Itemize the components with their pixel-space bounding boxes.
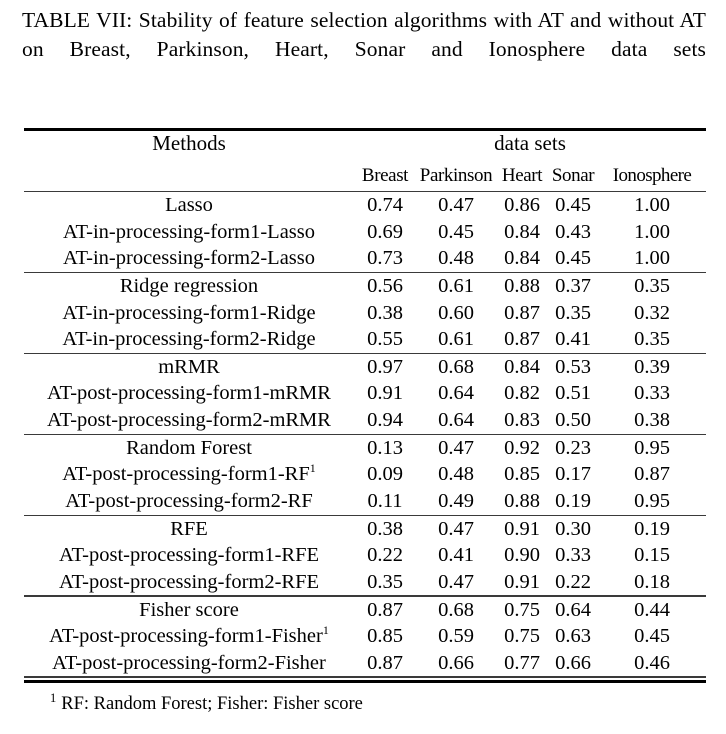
method-label: Random Forest <box>126 436 252 459</box>
method-label: AT-post-processing-form1-RF$^1$ <box>62 461 316 486</box>
cell-value: 0.49 <box>438 489 474 512</box>
method-label: AT-in-processing-form1-Ridge <box>62 301 316 324</box>
footnote-ref: 1 <box>309 461 316 476</box>
cell-value: 0.64 <box>438 408 474 431</box>
cell-value: 0.95 <box>634 489 670 512</box>
method-label: RFE <box>170 517 208 540</box>
cell-value: 0.22 <box>367 544 403 567</box>
cell-value: 0.75 <box>504 625 540 648</box>
method-label: AT-post-processing-form2-RFE <box>58 570 320 593</box>
cell-value: 0.87 <box>367 651 403 674</box>
cell-value: 0.23 <box>555 436 591 459</box>
table-row <box>24 192 706 219</box>
cell-value: 0.83 <box>504 408 540 431</box>
table-row <box>24 435 706 462</box>
stability-table <box>24 131 706 676</box>
table-row <box>24 488 706 515</box>
header-col-heart: Heart <box>501 165 543 186</box>
table-row <box>24 650 706 677</box>
method-label: AT-in-processing-form2-Ridge <box>62 328 316 351</box>
cell-value: 0.09 <box>367 463 403 486</box>
table-caption <box>22 6 706 93</box>
method-label: Lasso <box>165 194 213 217</box>
cell-value: 0.75 <box>504 598 540 621</box>
cell-value: 0.35 <box>634 275 670 298</box>
cell-value: 0.84 <box>504 247 540 270</box>
cell-value: 0.33 <box>555 544 591 567</box>
cell-value: 0.61 <box>438 275 474 298</box>
cell-value: 0.47 <box>438 517 474 540</box>
method-label: AT-post-processing-form2-Fisher <box>52 651 326 674</box>
cell-value: 0.85 <box>504 463 540 486</box>
table-row <box>24 273 706 300</box>
cell-value: 0.55 <box>367 328 403 351</box>
table-row <box>24 245 706 272</box>
table-row <box>24 326 706 353</box>
cell-value: 0.61 <box>438 328 474 351</box>
header-methods: Methods <box>152 131 226 155</box>
cell-value: 0.35 <box>634 328 670 351</box>
table-row <box>24 597 706 624</box>
cell-value: 0.56 <box>367 275 403 298</box>
cell-value: 0.30 <box>555 517 591 540</box>
table-container <box>24 128 706 683</box>
header-col-sonar: Sonar <box>551 165 595 186</box>
table-row <box>24 219 706 246</box>
table-row <box>24 354 706 381</box>
cell-value: 0.64 <box>438 382 474 405</box>
cell-value: 0.88 <box>504 275 540 298</box>
cell-value: 0.45 <box>634 625 670 648</box>
header-col-breast: Breast <box>361 165 409 186</box>
cell-value: 0.45 <box>555 194 591 217</box>
cell-value: 0.19 <box>634 517 670 540</box>
footnote-text: RF: Random Forest; Fisher: Fisher score <box>61 694 363 714</box>
table-row <box>24 407 706 434</box>
method-label: AT-post-processing-form1-Fisher$^1$ <box>49 623 329 648</box>
cell-value: 0.64 <box>555 598 591 621</box>
cell-value: 0.41 <box>438 544 474 567</box>
cell-value: 0.94 <box>367 408 403 431</box>
cell-value: 0.43 <box>555 220 591 243</box>
cell-value: 0.38 <box>634 408 670 431</box>
table-head <box>24 131 706 191</box>
table-row <box>24 623 706 650</box>
cell-value: 0.68 <box>438 355 474 378</box>
cell-value: 0.97 <box>367 355 403 378</box>
table-footnote <box>24 690 706 715</box>
method-label: AT-post-processing-form1-RFE <box>58 544 320 567</box>
cell-value: 0.91 <box>367 382 403 405</box>
cell-value: 0.39 <box>634 355 670 378</box>
cell-value: 0.44 <box>634 598 670 621</box>
table-row <box>24 542 706 569</box>
cell-value: 0.46 <box>634 651 670 674</box>
cell-value: 0.47 <box>438 194 474 217</box>
footnote-ref: 1 <box>322 623 329 638</box>
cell-value: 0.63 <box>555 625 591 648</box>
cell-value: 0.77 <box>504 651 540 674</box>
cell-value: 0.19 <box>555 489 591 512</box>
cell-value: 0.50 <box>555 408 591 431</box>
method-label: AT-post-processing-form1-mRMR <box>47 382 331 405</box>
table-row <box>24 381 706 408</box>
table-row <box>24 300 706 327</box>
footnote-marker: 1 <box>50 690 57 705</box>
cell-value: 0.35 <box>367 570 403 593</box>
cell-value: 0.48 <box>438 247 474 270</box>
cell-value: 0.51 <box>555 382 591 405</box>
cell-value: 0.86 <box>504 194 540 217</box>
cell-value: 0.87 <box>634 463 670 486</box>
cell-value: 0.87 <box>504 301 540 324</box>
cell-value: 1.00 <box>634 194 670 217</box>
cell-value: 0.66 <box>555 651 591 674</box>
cell-value: 0.18 <box>634 570 670 593</box>
table-row <box>24 569 706 596</box>
table-row <box>24 462 706 489</box>
method-label: AT-post-processing-form2-RF <box>65 489 313 512</box>
cell-value: 0.73 <box>367 247 403 270</box>
cell-value: 0.68 <box>438 598 474 621</box>
cell-value: 0.32 <box>634 301 670 324</box>
cell-value: 0.91 <box>504 570 540 593</box>
cell-value: 0.59 <box>438 625 474 648</box>
cell-value: 0.69 <box>367 220 403 243</box>
cell-value: 0.17 <box>555 463 591 486</box>
header-row-group <box>24 131 706 165</box>
cell-value: 0.87 <box>367 598 403 621</box>
cell-value: 0.91 <box>504 517 540 540</box>
cell-value: 0.84 <box>504 220 540 243</box>
cell-value: 0.11 <box>367 489 403 512</box>
table-row <box>24 516 706 543</box>
cell-value: 1.00 <box>634 220 670 243</box>
cell-value: 0.53 <box>555 355 591 378</box>
cell-value: 0.60 <box>438 301 474 324</box>
table-bottom-rule-thick <box>24 680 706 683</box>
cell-value: 0.82 <box>504 382 540 405</box>
cell-value: 0.35 <box>555 301 591 324</box>
header-datasets-group: data sets <box>494 131 566 155</box>
method-label: mRMR <box>158 355 220 378</box>
method-label: AT-in-processing-form1-Lasso <box>62 220 316 243</box>
table-body <box>24 191 706 676</box>
cell-value: 0.66 <box>438 651 474 674</box>
header-col-parkinson: Parkinson <box>419 165 493 186</box>
cell-value: 0.38 <box>367 517 403 540</box>
cell-value: 0.84 <box>504 355 540 378</box>
cell-value: 0.87 <box>504 328 540 351</box>
cell-value: 0.90 <box>504 544 540 567</box>
cell-value: 0.92 <box>504 436 540 459</box>
cell-value: 0.13 <box>367 436 403 459</box>
cell-value: 0.22 <box>555 570 591 593</box>
method-label: AT-in-processing-form2-Lasso <box>62 247 316 270</box>
cell-value: 0.85 <box>367 625 403 648</box>
cell-value: 1.00 <box>634 247 670 270</box>
cell-value: 0.45 <box>438 220 474 243</box>
cell-value: 0.74 <box>367 194 403 217</box>
cell-value: 0.33 <box>634 382 670 405</box>
method-label: Fisher score <box>139 598 239 621</box>
cell-value: 0.15 <box>634 544 670 567</box>
cell-value: 0.48 <box>438 463 474 486</box>
cell-value: 0.37 <box>555 275 591 298</box>
cell-value: 0.41 <box>555 328 591 351</box>
cell-value: 0.95 <box>634 436 670 459</box>
cell-value: 0.47 <box>438 570 474 593</box>
cell-value: 0.38 <box>367 301 403 324</box>
method-label: AT-post-processing-form2-mRMR <box>47 408 331 431</box>
cell-value: 0.47 <box>438 436 474 459</box>
table-caption-text: TABLE VII: Stability of feature selection algorithms with AT and without AT on Breast, Parkinson, Heart, Sonar and Ionosphere data sets <box>22 8 706 61</box>
cell-value: 0.88 <box>504 489 540 512</box>
method-label: Ridge regression <box>119 275 259 298</box>
header-col-ionosphere: Ionosphere <box>612 165 692 186</box>
cell-value: 0.45 <box>555 247 591 270</box>
